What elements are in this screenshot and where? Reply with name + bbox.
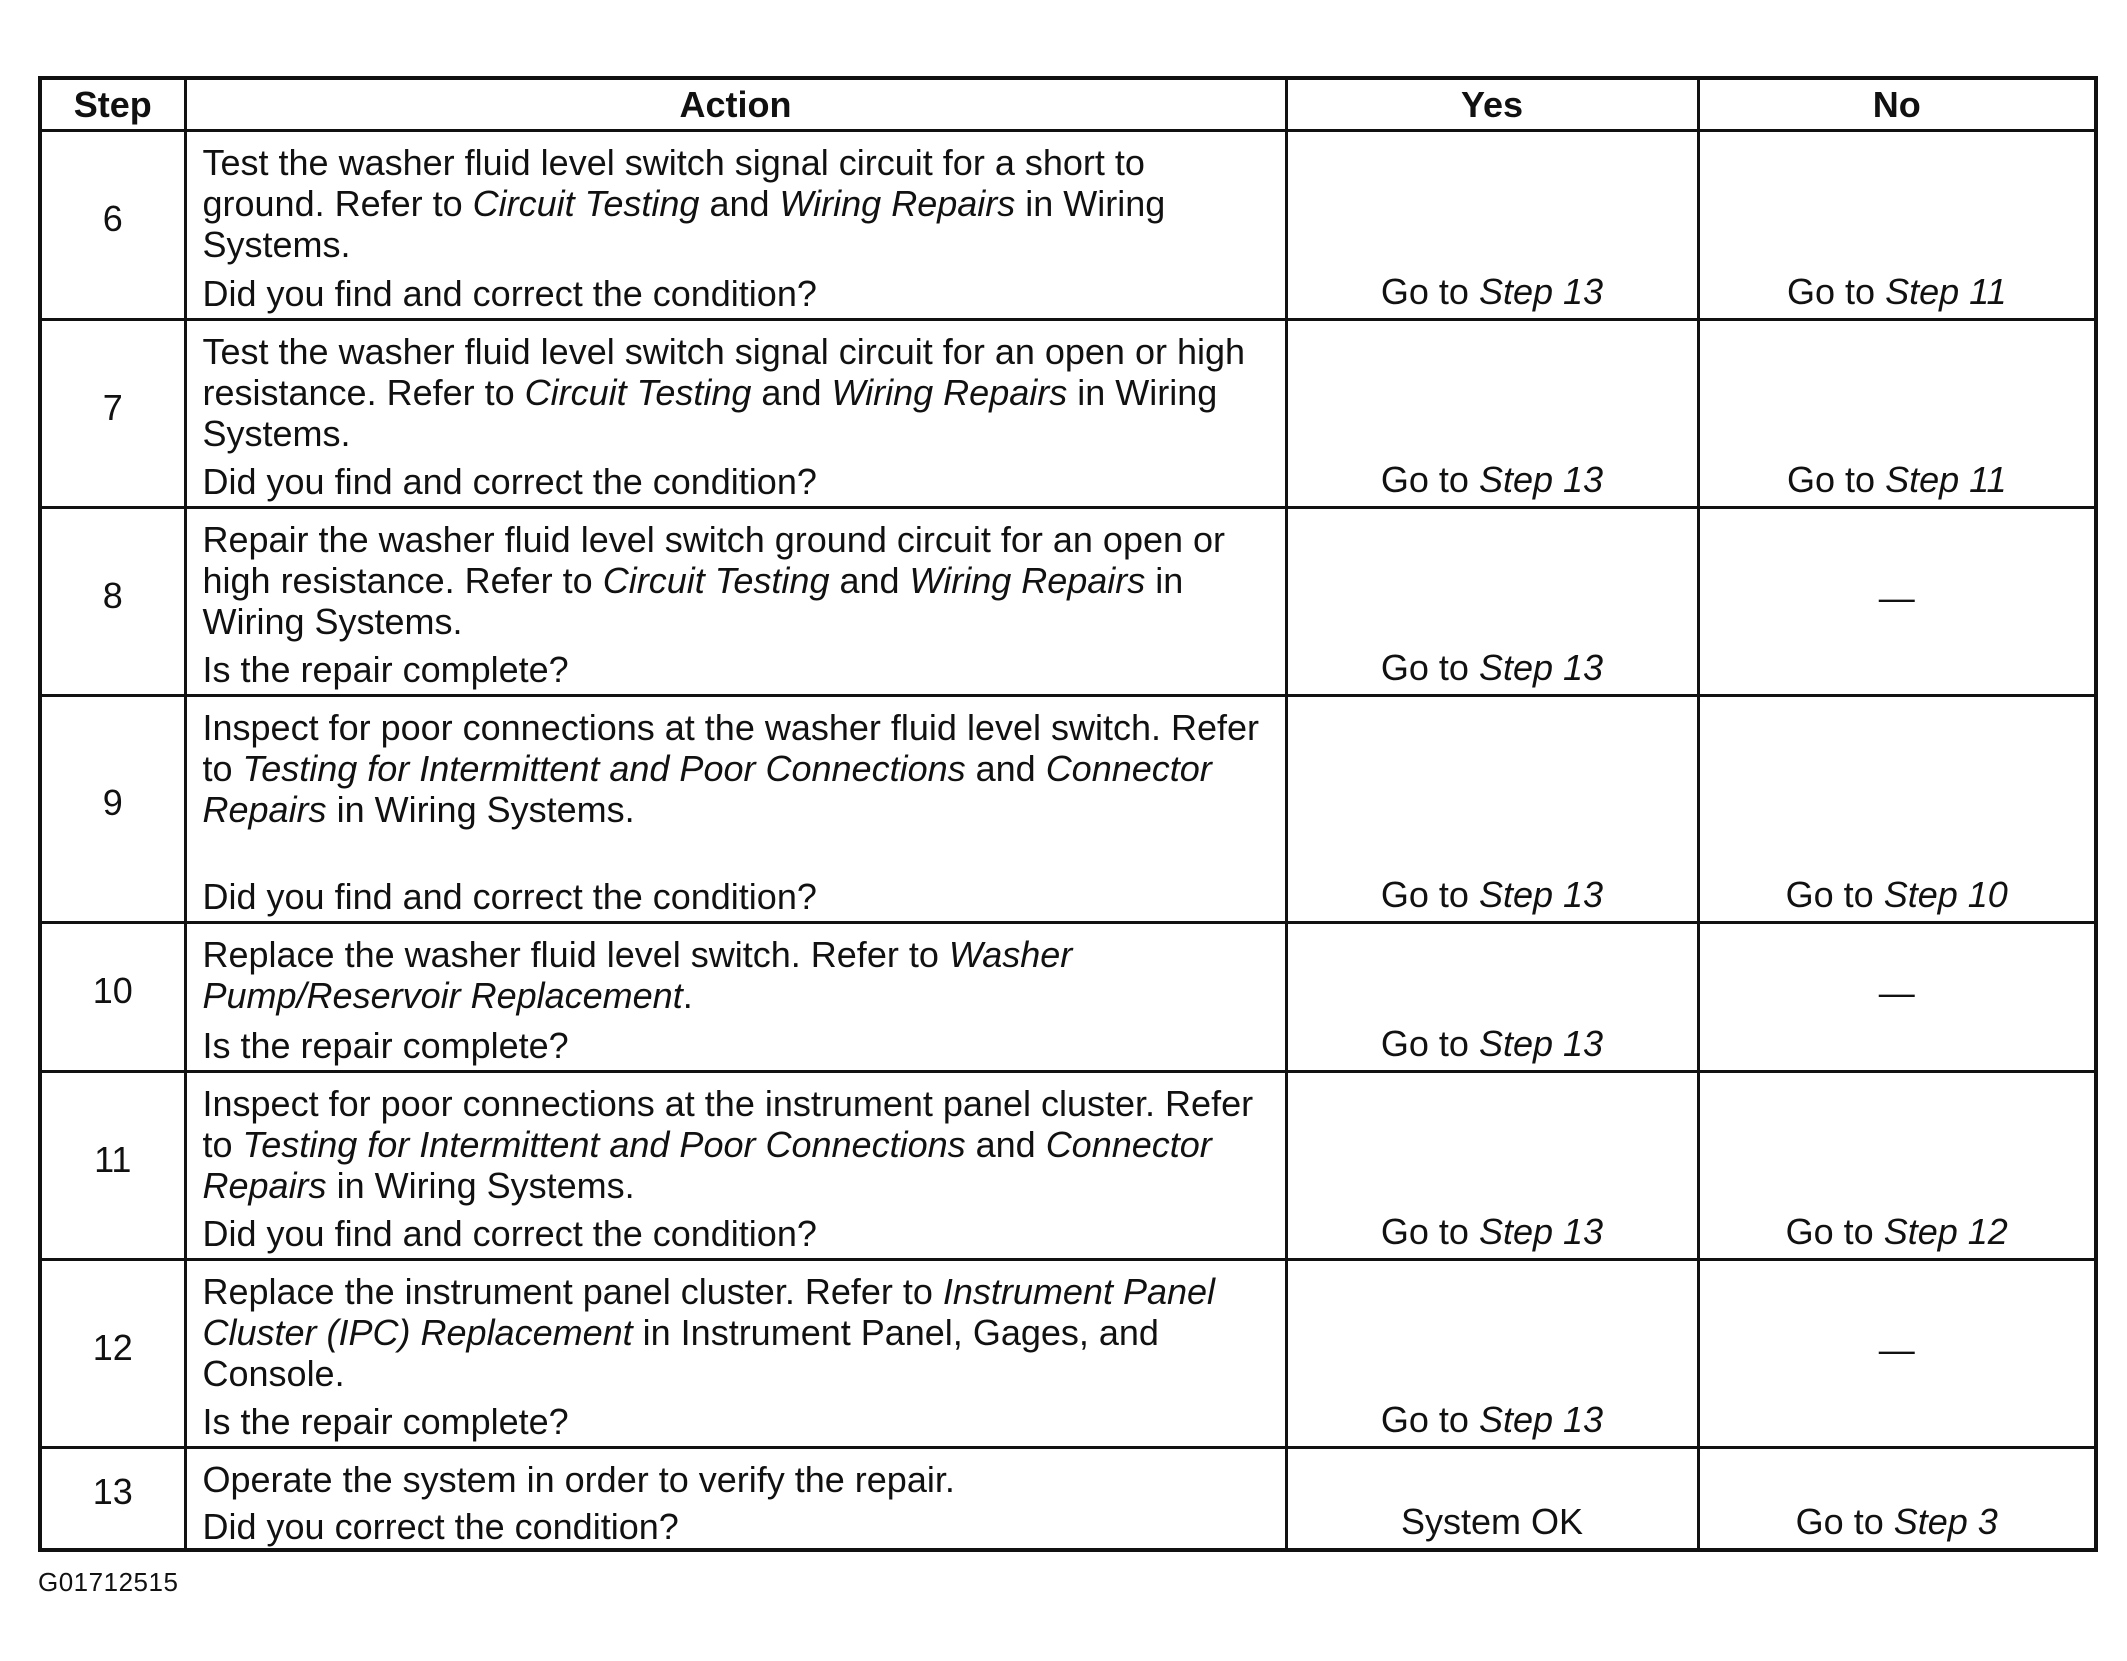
figure-id: G01712515 (38, 1567, 179, 1597)
instruction-paragraph (203, 1459, 1271, 1500)
instruction-paragraph (203, 519, 1271, 642)
yes-text: Go to (1380, 1399, 1479, 1440)
no-text: Go to (1787, 271, 1886, 312)
action-instruction (203, 142, 1271, 267)
instruction-text: Inspect for poor connections at the washer fluid level switch. Refer to (202, 707, 1260, 789)
no-text: Go to (1785, 874, 1884, 915)
header-step: Step (40, 78, 185, 131)
yes-reference: Step 13 (1478, 1399, 1604, 1440)
no-result (1698, 508, 2096, 696)
yes-result (1286, 923, 1698, 1072)
instruction-reference: Instrument Panel Cluster (IPC) Replacement (202, 1271, 1216, 1353)
action-instruction (203, 519, 1271, 643)
instruction-reference: Wiring Repairs (909, 560, 1146, 601)
no-reference: Step 10 (1883, 874, 2008, 915)
action-content (203, 1271, 1271, 1446)
step-number: 6 (40, 131, 185, 320)
action-instruction (203, 707, 1271, 870)
yes-reference: Step 13 (1478, 1211, 1604, 1252)
action-question: Did you find and correct the condition? (202, 876, 817, 917)
action-cell (185, 508, 1286, 696)
yes-result (1286, 1072, 1698, 1260)
action-instruction (203, 934, 1271, 1019)
instruction-text: and (829, 560, 910, 601)
instruction-paragraph (203, 331, 1271, 454)
yes-text: Go to (1380, 271, 1479, 312)
yes-reference: Step 13 (1478, 874, 1604, 915)
no-reference: Step 3 (1893, 1500, 1998, 1542)
action-content (203, 1083, 1271, 1258)
action-instruction (203, 1459, 1271, 1500)
action-cell (185, 923, 1286, 1072)
table-row (40, 131, 2096, 320)
yes-reference: Step 13 (1478, 459, 1604, 500)
table-row (40, 508, 2096, 696)
instruction-reference: Wiring Repairs (779, 183, 1016, 224)
yes-result (1286, 508, 1698, 696)
no-result (1698, 696, 2096, 923)
instruction-reference: Wiring Repairs (831, 372, 1068, 413)
yes-reference: Step 13 (1478, 1023, 1604, 1064)
no-reference: Step 11 (1885, 459, 2007, 500)
step-number: 11 (40, 1072, 185, 1260)
instruction-paragraph (203, 1083, 1271, 1206)
yes-reference: Step 13 (1478, 647, 1604, 688)
no-text: Go to (1795, 1500, 1894, 1542)
no-result (1698, 320, 2096, 508)
action-question: Did you find and correct the condition? (202, 461, 817, 502)
instruction-paragraph (203, 707, 1271, 830)
action-content (203, 142, 1271, 318)
action-cell (185, 320, 1286, 508)
dash-mark: — (1878, 576, 1915, 618)
instruction-text: in Wiring Systems. (326, 789, 635, 830)
action-cell (185, 1072, 1286, 1260)
no-reference: Step 12 (1883, 1211, 2008, 1252)
instruction-text: in Wiring Systems. (202, 183, 1166, 265)
yes-result (1286, 131, 1698, 320)
instruction-paragraph (203, 934, 1271, 1016)
table-row (40, 696, 2096, 923)
step-number: 8 (40, 508, 185, 696)
no-result (1698, 1448, 2096, 1550)
yes-text: Go to (1380, 459, 1479, 500)
instruction-reference: Circuit Testing (524, 372, 752, 413)
dash-mark: — (1878, 1328, 1915, 1370)
instruction-text: and (751, 372, 832, 413)
action-question: Did you correct the condition? (202, 1506, 679, 1547)
action-question: Is the repair complete? (202, 1401, 569, 1442)
instruction-text: in Wiring Systems. (202, 560, 1184, 642)
action-cell (185, 1260, 1286, 1448)
yes-text: Go to (1380, 874, 1479, 915)
table-body (40, 131, 2096, 1550)
action-question: Is the repair complete? (202, 1025, 569, 1066)
yes-result (1286, 320, 1698, 508)
action-cell (185, 131, 1286, 320)
header-action: Action (185, 78, 1286, 131)
no-reference: Step 11 (1885, 271, 2007, 312)
yes-text: Go to (1380, 1211, 1479, 1252)
yes-result (1286, 696, 1698, 923)
action-instruction (203, 1083, 1271, 1207)
yes-result (1286, 1260, 1698, 1448)
yes-text: Go to (1380, 1023, 1479, 1064)
instruction-text: and (699, 183, 780, 224)
step-number: 13 (40, 1448, 185, 1550)
step-number: 12 (40, 1260, 185, 1448)
instruction-text: Repair the washer fluid level switch ground circuit for an open or high resistance. Refer to (202, 519, 1226, 601)
instruction-text: Test the washer fluid level switch signal circuit for a short to ground. Refer to (202, 142, 1145, 224)
table-row (40, 1072, 2096, 1260)
table-row (40, 1448, 2096, 1550)
no-result (1698, 131, 2096, 320)
header-row (40, 78, 2096, 131)
instruction-text: Replace the instrument panel cluster. Refer to (202, 1271, 943, 1312)
instruction-text: in Instrument Panel, Gages, and Console. (202, 1312, 1159, 1394)
instruction-reference: Connector Repairs (202, 748, 1212, 830)
instruction-reference: Washer Pump/Reservoir Replacement (202, 934, 1073, 1016)
header-yes: Yes (1286, 78, 1698, 131)
no-result (1698, 1260, 2096, 1448)
table-row (40, 923, 2096, 1072)
instruction-paragraph (203, 142, 1271, 265)
instruction-reference: Connector Repairs (202, 1124, 1212, 1206)
instruction-text: in Wiring Systems. (326, 1165, 635, 1206)
table-row (40, 320, 2096, 508)
instruction-reference: Circuit Testing (472, 183, 700, 224)
instruction-text: Inspect for poor connections at the instrument panel cluster. Refer to (202, 1083, 1254, 1165)
action-content (203, 331, 1271, 506)
action-instruction (203, 1271, 1271, 1395)
action-cell (185, 696, 1286, 923)
yes-text: Go to (1380, 647, 1479, 688)
diagnostic-table (38, 76, 2098, 1552)
yes-reference: Step 13 (1478, 271, 1604, 312)
action-cell (185, 1448, 1286, 1550)
header-no: No (1698, 78, 2096, 131)
action-content (203, 519, 1271, 694)
action-question: Did you find and correct the condition? (202, 273, 817, 314)
instruction-reference: Testing for Intermittent and Poor Connections (242, 748, 966, 789)
step-number: 9 (40, 696, 185, 923)
instruction-text: in Wiring Systems. (202, 372, 1218, 454)
instruction-reference: Testing for Intermittent and Poor Connections (242, 1124, 966, 1165)
instruction-paragraph (203, 1271, 1271, 1394)
instruction-reference: Circuit Testing (602, 560, 830, 601)
dash-mark: — (1878, 972, 1915, 1013)
no-text: Go to (1785, 1211, 1884, 1252)
step-number: 10 (40, 923, 185, 1072)
yes-result (1286, 1448, 1698, 1550)
table-row (40, 1260, 2096, 1448)
action-content (203, 1459, 1271, 1548)
action-question: Is the repair complete? (202, 649, 569, 690)
step-number: 7 (40, 320, 185, 508)
action-instruction (203, 331, 1271, 455)
action-question: Did you find and correct the condition? (202, 1213, 817, 1254)
instruction-text: and (965, 748, 1046, 789)
instruction-text: . (682, 975, 693, 1016)
no-result (1698, 923, 2096, 1072)
instruction-text: and (965, 1124, 1046, 1165)
action-content (203, 707, 1271, 921)
action-content (203, 934, 1271, 1070)
instruction-text: Operate the system in order to verify the repair. (202, 1459, 955, 1500)
no-text: Go to (1787, 459, 1886, 500)
instruction-text: Test the washer fluid level switch signal circuit for an open or high resistance. Refer to (202, 331, 1246, 413)
no-result (1698, 1072, 2096, 1260)
yes-text: System OK (1400, 1500, 1584, 1542)
instruction-text: Replace the washer fluid level switch. Refer to (202, 934, 949, 975)
